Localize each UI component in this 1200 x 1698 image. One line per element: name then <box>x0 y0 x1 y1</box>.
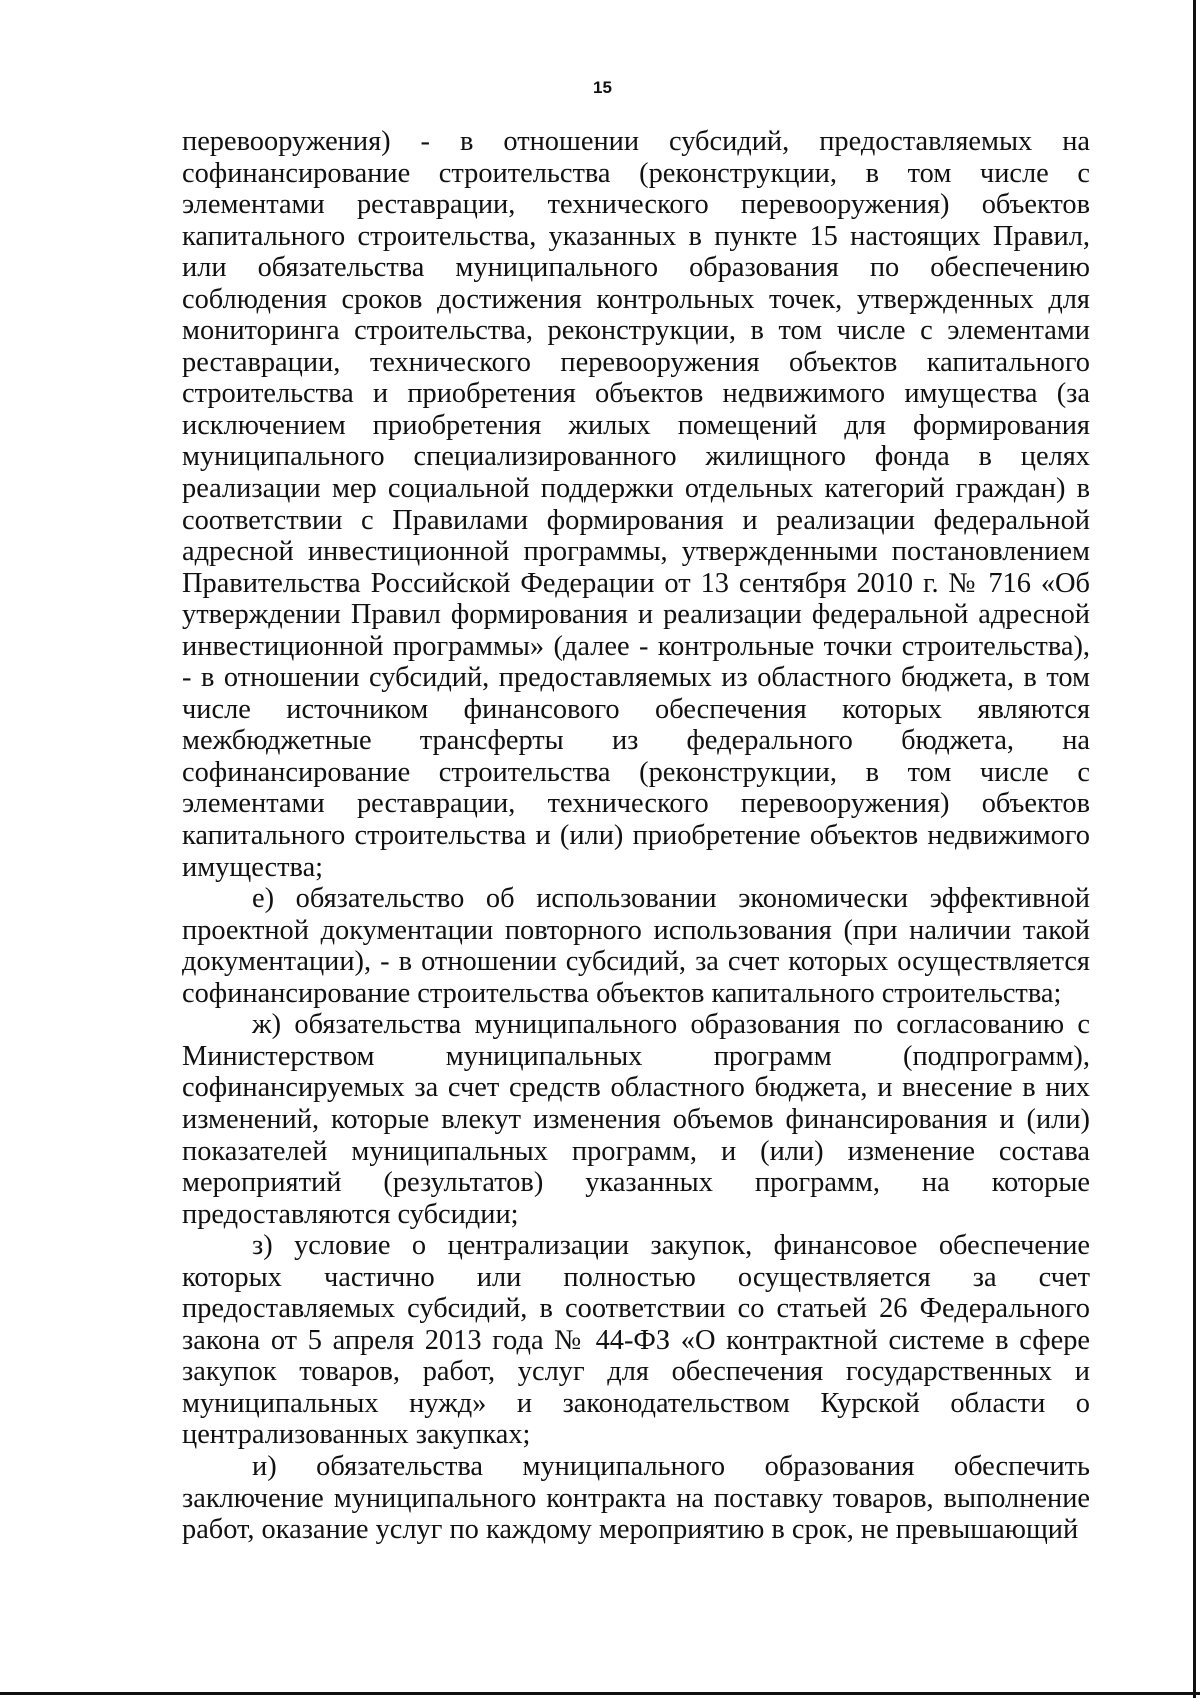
paragraph-item-i: и) обязательства муниципального образования обеспечить заключение муниципального контракта на поставку товаров, выполнение работ, оказание услуг по каждому мероприятию в срок, не превышающий <box>182 1450 1090 1546</box>
page-number: 15 <box>593 78 612 97</box>
paragraph-continuation: перевооружения) - в отношении субсидий, предоставляемых на софинансирование строительства (реконструкции, в том числе с элементами реставрации, технического перевооружения) объектов капитального строительства, указанных в пункте 15 настоящих Правил, или обязательства муниципального образования по обеспечению соблюдения сроков достижения контрольных точек, утвержденных для мониторинга строительства, реконструкции, в том числе с элементами реставрации, технического перевооружения объектов капитального строительства и приобретения объектов недвижимого имущества (за исключением приобретения жилых помещений для формирования муниципального специализированного жилищного фонда в целях реализации мер социальной поддержки отдельных категорий граждан) в соответствии с Правилами формирования и реализации федеральной адресной инвестиционной программы, утвержденными постановлением Правительства Российской Федерации от 13 сентября 2010 г. № 716 «Об утверждении Правил формирования и реализации федеральной адресной инвестиционной программы» (далее - контрольные точки строительства), - в отношении субсидий, предоставляемых из областного бюджета, в том числе источником финансового обеспечения которых являются межбюджетные трансферты из федерального бюджета, на софинансирование строительства (реконструкции, в том числе с элементами реставрации, технического перевооружения) объектов капитального строительства и (или) приобретение объектов недвижимого имущества; <box>182 126 1090 883</box>
paragraph-item-e: е) обязательство об использовании экономически эффективной проектной документации повторного использования (при наличии такой документации), - в отношении субсидий, за счет которых осуществляется софинансирование строительства объектов капитального строительства; <box>182 883 1090 1009</box>
paragraph-item-z: з) условие о централизации закупок, финансовое обеспечение которых частично или полностью осуществляется за счет предоставляемых субсидий, в соответствии со статьей 26 Федерального закона от 5 апреля 2013 года № 44-ФЗ «О контрактной системе в сфере закупок товаров, работ, услуг для обеспечения государственных и муниципальных нужд» и законодательством Курской области о централизованных закупках; <box>182 1230 1090 1451</box>
paragraph-item-zh: ж) обязательства муниципального образования по согласованию с Министерством муниципальных программ (подпрограмм), софинансируемых за счет средств областного бюджета, и внесение в них изменений, которые влекут изменения объемов финансирования и (или) показателей муниципальных программ, и (или) изменение состава мероприятий (результатов) указанных программ, на которые предоставляются субсидии; <box>182 1009 1090 1230</box>
scan-edge-bottom <box>0 1692 1200 1695</box>
scan-edge-right <box>1193 0 1196 1698</box>
document-body <box>182 126 1090 1546</box>
